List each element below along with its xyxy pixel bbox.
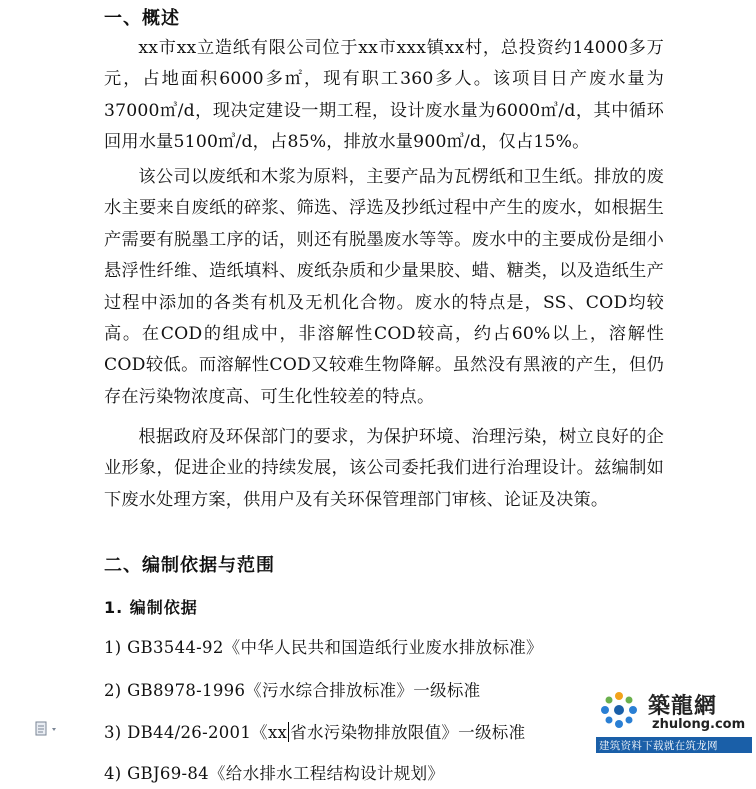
standard-item-4: 4) GBJ69-84《给水排水工程结构设计规划》: [104, 764, 445, 783]
paragraph-overview-2: 该公司以废纸和木浆为原料，主要产品为瓦楞纸和卫生纸。排放的废水主要来自废纸的碎浆、筛选、浮选及抄纸过程中产生的废水，如根据生产需要有脱墨工序的话，则还有脱墨废水等等。废水中的主要成份是细小悬浮性纤维、造纸填料、废纸杂质和少量果胶、蜡、糖类，以及造纸生产过程中添加的各类有机及无机化合物。废水的特点是，SS、COD均较高。在COD的组成中，非溶解性COD较高，约占60%以上，溶解性COD较低。而溶解性COD又较难生物降解。虽然没有黑液的产生，但仍存在污染物浓度高、可生化性较差的特点。: [104, 167, 664, 407]
paragraph-overview-1: xx市xx立造纸有限公司位于xx市xxx镇xx村，总投资约14000多万元，占地面积6000多㎡，现有职工360多人。该项目日产废水量为37000㎥/d，现决定建设一期工程，设计废水量为6000㎥/d，其中循环回用水量5100㎥/d，占85%，排放水量900㎥/d，仅占15%。: [104, 38, 664, 153]
paragraph-overview-3: 根据政府及环保部门的要求，为保护环境、治理污染，树立良好的企业形象，促进企业的持续发展，该公司委托我们进行治理设计。兹编制如下废水处理方案，供用户及有关环保管理部门审核、论证及决策。: [104, 427, 664, 510]
paste-options-icon[interactable]: [34, 721, 64, 737]
subsection-heading-basis: 1. 编制依据: [104, 598, 198, 617]
standard-item-3-part-b: 省水污染物排放限值》一级标准: [290, 723, 526, 742]
section-heading-basis: 二、编制依据与范围: [104, 555, 275, 576]
watermark-brand-name: 築龍網: [648, 694, 718, 719]
standard-item-3-part-a: 3) DB44/26-2001《xx: [104, 723, 288, 742]
standard-item-2: 2) GB8978-1996《污水综合排放标准》一级标准: [104, 681, 481, 700]
standard-item-3: [104, 722, 525, 744]
watermark-tagline: 建筑资料下载就在筑龙网: [599, 740, 718, 752]
watermark-url: zhulong.com: [652, 717, 746, 732]
standard-item-1: 1) GB3544-92《中华人民共和国造纸行业废水排放标准》: [104, 638, 543, 657]
section-heading-overview: 一、概述: [104, 8, 180, 29]
